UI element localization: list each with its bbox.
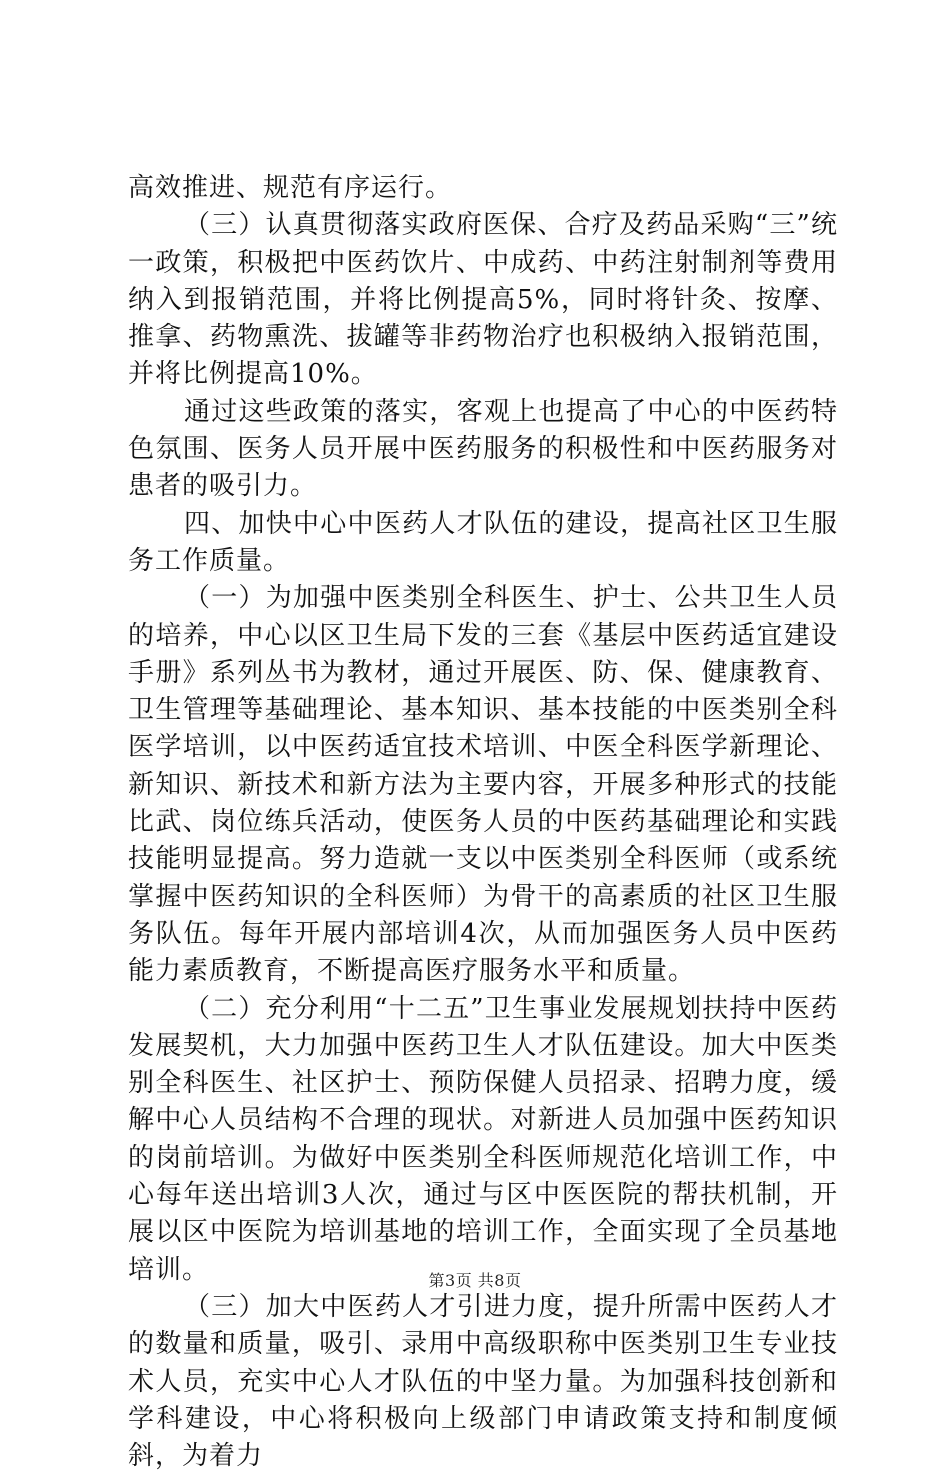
paragraph-1: 高效推进、规范有序运行。 [128, 173, 453, 203]
page-number-label: 第3页 共8页 [428, 1271, 522, 1290]
paragraph-2: （三）认真贯彻落实政府医保、合疗及药品采购“三”统一政策，积极把中医药饮片、中成药、中药注射制剂等费用纳入到报销范围，并将比例提高5%，同时将针灸、按摩、推拿、药物熏洗、拔罐等非药物治疗也积极纳入报销范围，并将比例提高10%。 [128, 210, 838, 390]
paragraph-3: 通过这些政策的落实，客观上也提高了中心的中医药特色氛围、医务人员开展中医药服务的积极性和中医药服务对患者的吸引力。 [128, 396, 838, 502]
paragraph-4: 四、加快中心中医药人才队伍的建设，提高社区卫生服务工作质量。 [128, 508, 838, 576]
paragraph-5: （一）为加强中医类别全科医生、护士、公共卫生人员的培养，中心以区卫生局下发的三套《基层中医药适宜建设手册》系列丛书为教材，通过开展医、防、保、健康教育、卫生管理等基础理论、基本知识、基本技能的中医类别全科医学培训，以中医药适宜技术培训、中医全科医学新理论、新知识、新技术和新方法为主要内容，开展多种形式的技能比武、岗位练兵活动，使医务人员的中医药基础理论和实践技能明显提高。努力造就一支以中医类别全科医师（或系统掌握中医药知识的全科医师）为骨干的高素质的社区卫生服务队伍。每年开展内部培训4次，从而加强医务人员中医药能力素质教育，不断提高医疗服务水平和质量。 [128, 583, 838, 987]
page-footer [0, 1268, 950, 1291]
paragraph-7: （三）加大中医药人才引进力度，提升所需中医药人才的数量和质量，吸引、录用中高级职称中医类别卫生专业技术人员，充实中心人才队伍的中坚力量。为加强科技创新和学科建设，中心将积极向上级部门申请政策支持和制度倾斜，为着力 [128, 1291, 838, 1472]
paragraph-6: （二）充分利用“十二五”卫生事业发展规划扶持中医药发展契机，大力加强中医药卫生人才队伍建设。加大中医类别全科医生、社区护士、预防保健人员招录、招聘力度，缓解中心人员结构不合理的现状。对新进人员加强中医药知识的岗前培训。为做好中医类别全科医师规范化培训工作，中心每年送出培训3人次，通过与区中医医院的帮扶机制，开展以区中医院为培训基地的培训工作，全面实现了全员基地培训。 [128, 993, 838, 1285]
